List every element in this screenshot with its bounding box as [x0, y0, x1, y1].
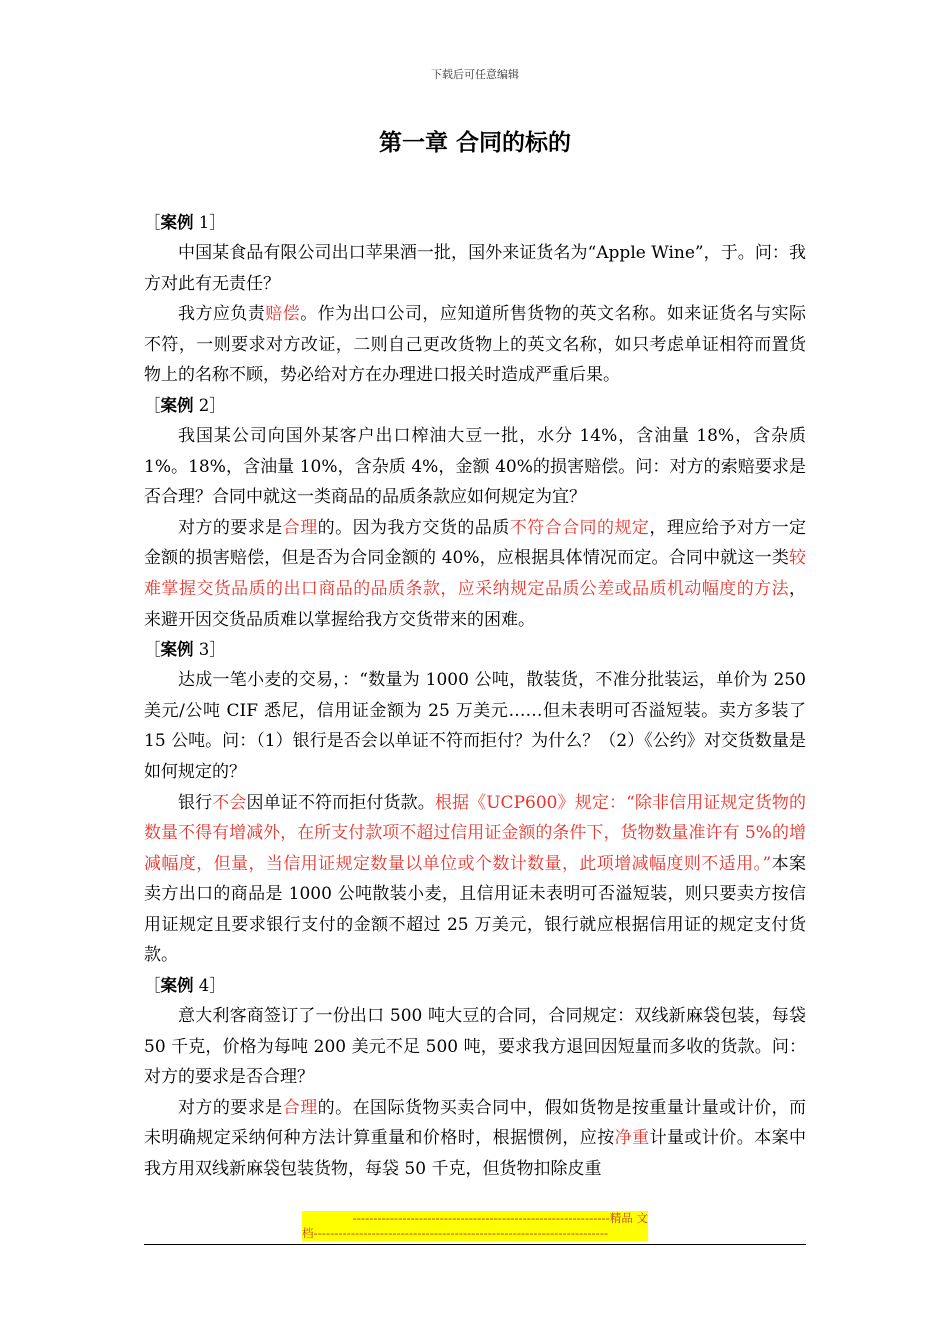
case-label-4: ［案例 4］: [144, 976, 226, 996]
case-answer-1: 我方应负责赔偿。作为出口公司，应知道所售货物的英文名称。如来证货名与实际不符，一则要求对方改证，二则自己更改货物上的英文名称，如只考虑单证相符而置货物上的名称不顾，势必给对方在办理进口报关时造成严重后果。: [144, 304, 807, 386]
header-note: 下载后可任意编辑: [431, 68, 519, 81]
case-question-4: 意大利客商签订了一份出口 500 吨大豆的合同，合同规定：双线新麻袋包装，每袋 50 千克，价格为每吨 200 美元不足 500 吨，要求我方退回因短量而多收的货款。问：对方的要求是否合理？: [144, 1006, 806, 1088]
case-label-3: ［案例 3］: [144, 640, 226, 660]
case-answer-3: 银行不会因单证不符而拒付货款。根据《UCP600》规定：“除非信用证规定货物的数量不得有增减外，在所支付款项不超过信用证金额的条件下，货物数量准许有 5%的增减幅度，但量，当信用证规定数量以单位或个数计数量，此项增减幅度则不适用。”本案卖方出口的商品是 1000 公吨散装小麦，且信用证未表明可否溢短装，则只要卖方按信用证规定且要求银行支付的金额不超过 25 万美元，银行就应根据信用证的规定支付货款。: [144, 792, 806, 966]
footer-watermark: [302, 1211, 648, 1241]
document-body: [144, 208, 806, 1185]
case-label-2: ［案例 2］: [144, 395, 226, 415]
case-question-1: 中国某食品有限公司出口苹果酒一批，国外来证货名为“Apple Wine”，于。问：我方对此有无责任？: [144, 243, 806, 294]
case-question-3: 达成一笔小麦的交易，：“数量为 1000 公吨，散装货，不准分批装运，单价为 250 美元/公吨 CIF 悉尼，信用证金额为 25 万美元……但未表明可否溢短装。卖方多装了 15 公吨。问：（1）银行是否会以单证不符而拒付？为什么？（2）《公约》对交货数量是如何规定的？: [144, 670, 806, 782]
case-label-1: ［案例 1］: [144, 213, 226, 232]
footer-divider: [144, 1244, 806, 1245]
case-question-2: 我国某公司向国外某客户出口榨油大豆一批，水分 14%，含油量 18%，含杂质 1%。18%，含油量 10%，含杂质 4%，金额 40%的损害赔偿。问：对方的索赔要求是否合理？合同中就这一类商品的品质条款应如何规定为宜？: [144, 425, 806, 508]
chapter-title: 第一章 合同的标的: [378, 130, 571, 156]
case-answer-4: 对方的要求是合理的。在国际货物买卖合同中，假如货物是按重量计量或计价，而未明确规定采纳何种方法计算重量和价格时，根据惯例，应按净重计量或计价。本案中我方用双线新麻袋包装货物，每袋 50 千克，但货物扣除皮重: [144, 1097, 807, 1180]
footer-line-1: --------------------------------------------------------------精品 文: [352, 1211, 648, 1225]
case-answer-2: 对方的要求是合理的。因为我方交货的品质不符合合同的规定，理应给予对方一定金额的损害赔偿，但是否为合同金额的 40%，应根据具体情况而定。合同中就这一类较难掌握交货品质的出口商品的品质条款，应采纳规定品质公差或品质机动幅度的方法，来避开因交货品质难以掌握给我方交货带来的困难。: [144, 517, 807, 630]
footer-line-2: 档-----------------------------------------------------------------------: [302, 1226, 609, 1240]
